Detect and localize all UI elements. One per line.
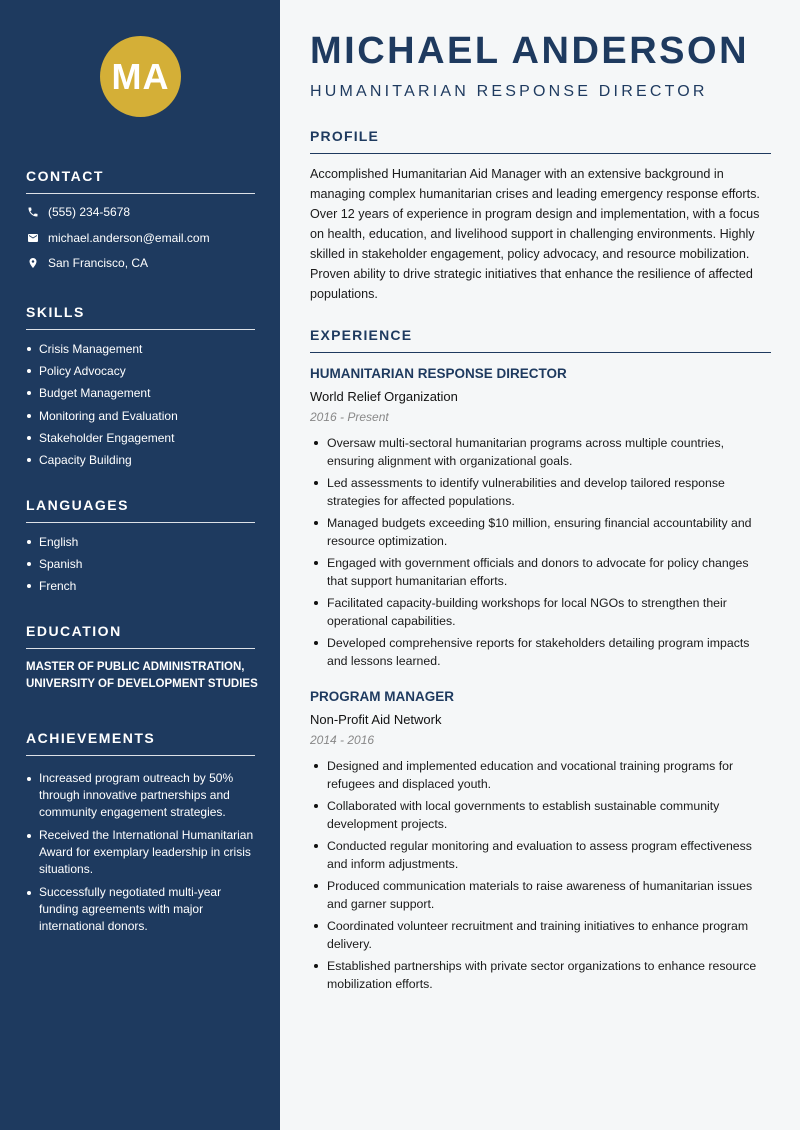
job-bullet: Established partnerships with private sector organizations to enhance resource mobilization efforts. <box>310 957 772 993</box>
skill-item: Capacity Building <box>26 452 258 474</box>
job-title: HUMANITARIAN RESPONSE DIRECTOR <box>310 366 567 381</box>
job-headline: HUMANITARIAN RESPONSE DIRECTOR <box>310 83 708 100</box>
languages-list <box>26 534 258 601</box>
job-bullet: Engaged with government officials and donors to advocate for policy changes that support humanitarian efforts. <box>310 554 772 590</box>
experience-heading: EXPERIENCE <box>310 327 771 353</box>
job-dates: 2016 - Present <box>310 410 389 424</box>
achievements-heading: ACHIEVEMENTS <box>26 730 255 756</box>
location-text: San Francisco, CA <box>48 256 149 270</box>
skill-item: Stakeholder Engagement <box>26 430 258 452</box>
job-organization: World Relief Organization <box>310 389 458 404</box>
job-bullet: Managed budgets exceeding $10 million, ensuring financial accountability and resource optimization. <box>310 514 772 550</box>
phone-text: (555) 234-5678 <box>48 205 131 219</box>
contact-location <box>26 256 148 270</box>
job-bullet: Coordinated volunteer recruitment and training initiatives to enhance program delivery. <box>310 917 772 953</box>
avatar: MA <box>100 36 181 117</box>
education-degree: MASTER OF PUBLIC ADMINISTRATION, UNIVERSITY OF DEVELOPMENT STUDIES <box>26 661 258 690</box>
skill-item: Policy Advocacy <box>26 363 258 385</box>
contact-heading: CONTACT <box>26 168 255 194</box>
job-bullet: Designed and implemented education and vocational training programs for refugees and displaced youth. <box>310 757 772 793</box>
skills-list <box>26 341 258 474</box>
job-bullet: Facilitated capacity-building workshops for local NGOs to strengthen their operational capabilities. <box>310 594 772 630</box>
skills-heading: SKILLS <box>26 304 255 330</box>
job-bullet: Conducted regular monitoring and evaluation to assess program effectiveness and inform adjustments. <box>310 837 772 873</box>
skill-item: Crisis Management <box>26 341 258 363</box>
job-bullet: Led assessments to identify vulnerabilities and develop tailored response strategies for affected populations. <box>310 474 772 510</box>
location-pin-icon <box>26 257 39 270</box>
contact-email <box>26 231 210 245</box>
language-item: Spanish <box>26 556 258 578</box>
achievements-list <box>26 770 261 941</box>
job-bullet: Developed comprehensive reports for stakeholders detailing program impacts and lessons learned. <box>310 634 772 670</box>
achievement-item: Successfully negotiated multi-year funding agreements with major international donors. <box>26 884 261 935</box>
job-bullets <box>310 757 772 997</box>
job-bullet: Oversaw multi-sectoral humanitarian programs across multiple countries, ensuring alignment with organizational goals. <box>310 434 772 470</box>
language-item: English <box>26 534 258 556</box>
sidebar <box>0 0 280 1130</box>
profile-heading: PROFILE <box>310 128 771 154</box>
languages-heading: LANGUAGES <box>26 497 255 523</box>
job-bullet: Collaborated with local governments to establish sustainable community development projects. <box>310 797 772 833</box>
skill-item: Monitoring and Evaluation <box>26 408 258 430</box>
language-item: French <box>26 578 258 600</box>
job-title: PROGRAM MANAGER <box>310 689 454 704</box>
job-bullets <box>310 434 772 674</box>
job-organization: Non-Profit Aid Network <box>310 712 442 727</box>
email-icon <box>26 232 39 245</box>
achievement-item: Received the International Humanitarian Award for exemplary leadership in crisis situations. <box>26 827 261 878</box>
achievement-item: Increased program outreach by 50% through innovative partnerships and community engagement strategies. <box>26 770 261 821</box>
profile-text: Accomplished Humanitarian Aid Manager with an extensive background in managing complex humanitarian crises and leading emergency response efforts. Over 12 years of experience in program design and implementation, with a focus on health, education, and livelihood support in challenging environments. Highly skilled in stakeholder engagement, policy advocacy, and resource mobilization. Proven ability to drive strategic initiatives that enhance the resilience of affected populations. <box>310 167 760 301</box>
contact-phone <box>26 205 130 219</box>
job-bullet: Produced communication materials to raise awareness of humanitarian issues and garner support. <box>310 877 772 913</box>
education-heading: EDUCATION <box>26 623 255 649</box>
person-name: MICHAEL ANDERSON <box>310 30 750 72</box>
job-dates: 2014 - 2016 <box>310 733 375 747</box>
skill-item: Budget Management <box>26 385 258 407</box>
phone-icon <box>26 206 39 219</box>
email-text: michael.anderson@email.com <box>48 231 210 245</box>
